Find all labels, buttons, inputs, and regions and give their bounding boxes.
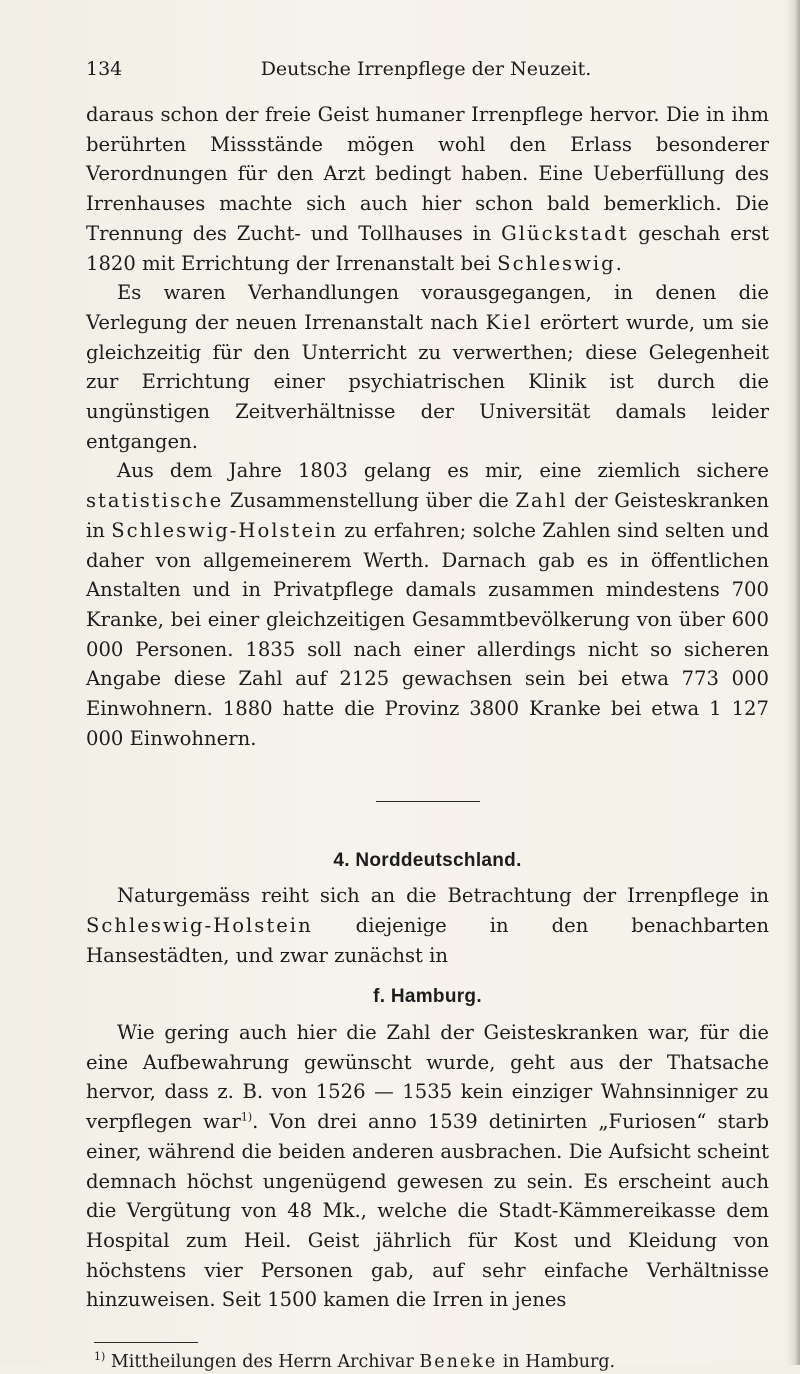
text-run: . — [615, 251, 622, 275]
text-run: geschah erst 1820 mit Errichtung der Irrenanstalt bei — [86, 221, 770, 275]
paragraph — [86, 278, 769, 456]
section-heading: 4. Norddeutschland. — [333, 850, 522, 872]
spaced-name: Kiel — [485, 310, 533, 334]
footnote-reference: 1) — [240, 1110, 253, 1124]
spaced-name: Schleswig — [497, 251, 616, 275]
text-run: Wie gering auch hier die Zahl der Geisteskranken war, für die eine Aufbewahrung gewünscht wurde, geht aus der Thatsache hervor, dass z. B. von 1526 — 1535 kein einziger Wahnsinniger zu verpflegen war — [86, 1020, 769, 1134]
spaced-name: Glückstadt — [501, 221, 629, 245]
subsection-heading: f. Hamburg. — [373, 986, 482, 1008]
text-run: diejenige in den benachbarten Hansestädten, und zwar zunächst in — [86, 913, 769, 967]
paragraph — [86, 100, 769, 278]
text-run: der Geisteskranken in — [86, 489, 769, 542]
running-title: Deutsche Irrenpflege der Neuzeit. — [260, 58, 592, 80]
spaced-name: Beneke — [419, 1352, 498, 1373]
paragraph — [86, 881, 769, 970]
text-run: daraus schon der freie Geist humaner Irrenpflege hervor. Die in ihm berührten Missstände mögen wohl den Erlass besonderer Verordnungen für den Arzt bedingt haben. Eine Ueberfüllung des Irrenhauses machte sich auch hier schon bald bemerklich. Die Trennung des Zucht- und Tollhauses in — [86, 103, 769, 245]
spaced-name: Schleswig-Holstein — [111, 518, 338, 542]
text-run: . Von drei anno 1539 detinirten „Furiosen“ starb einer, während die beiden anderen ausbrachen. Die Aufsicht scheint demnach höchst ungenügend gewesen zu sein. Es erscheint auch die Vergütung von 48 Mk., welche die Stadt-Kämmereikasse dem Hospital zum Heil. Geist jährlich für Kost und Kleidung von höchstens vier Personen gab, auf sehr einfache Verhältnisse hinzuweisen. Seit 1500 kamen die Irren in jenes — [86, 1110, 769, 1312]
paragraph — [86, 1018, 769, 1315]
section-divider — [376, 801, 480, 802]
text-run: zu erfahren; solche Zahlen sind selten und daher von allgemeinerem Werth. Darnach gab es in öffentlichen Anstalten und in Privatpflege damals zusammen mindestens 700 Kranke, bei einer gleichzeitigen Gesammtbevölkerung von über 600 000 Personen. 1835 soll nach einer allerdings nicht so sicheren Angabe diese Zahl auf 2125 gewachsen sein bei etwa 773 000 Einwohnern. 1880 hatte die Provinz 3800 Kranke bei etwa 1 127 000 Einwohnern. — [86, 518, 769, 750]
text-run: Es waren Verhandlungen vorausgegangen, in denen die Verlegung der neuen Irrenanstalt nach — [86, 281, 769, 334]
text-run: Aus dem Jahre 1803 gelang es mir, eine ziemlich sichere — [117, 459, 769, 483]
spaced-word: statistische — [86, 489, 224, 513]
spaced-word: Zahl — [515, 489, 568, 513]
page-header — [86, 58, 766, 88]
page-number: 134 — [86, 58, 123, 80]
text-run: erörtert wurde, um sie gleichzeitig für den Unterricht zu verwerthen; diese Gelegenheit zur Errichtung einer psychiatrischen Klinik ist durch die ungünstigen Zeitverhältnisse der Universität damals leider entgangen. — [86, 310, 769, 453]
footnote — [86, 1350, 769, 1374]
paragraph — [86, 456, 769, 753]
body-text — [86, 100, 769, 1374]
text-run: in Hamburg. — [497, 1352, 616, 1373]
text-run: Zusammenstellung über die — [223, 489, 516, 513]
spaced-name: Schleswig-Holstein — [86, 913, 313, 937]
text-run: Mittheilungen des Herrn Archivar — [105, 1352, 420, 1373]
text-run: Naturgemäss reiht sich an die Betrachtung der Irrenpflege in — [117, 884, 769, 908]
page-edge-shadow — [786, 0, 800, 1365]
footnote-mark: 1) — [94, 1350, 106, 1364]
footnote-rule — [94, 1342, 198, 1343]
